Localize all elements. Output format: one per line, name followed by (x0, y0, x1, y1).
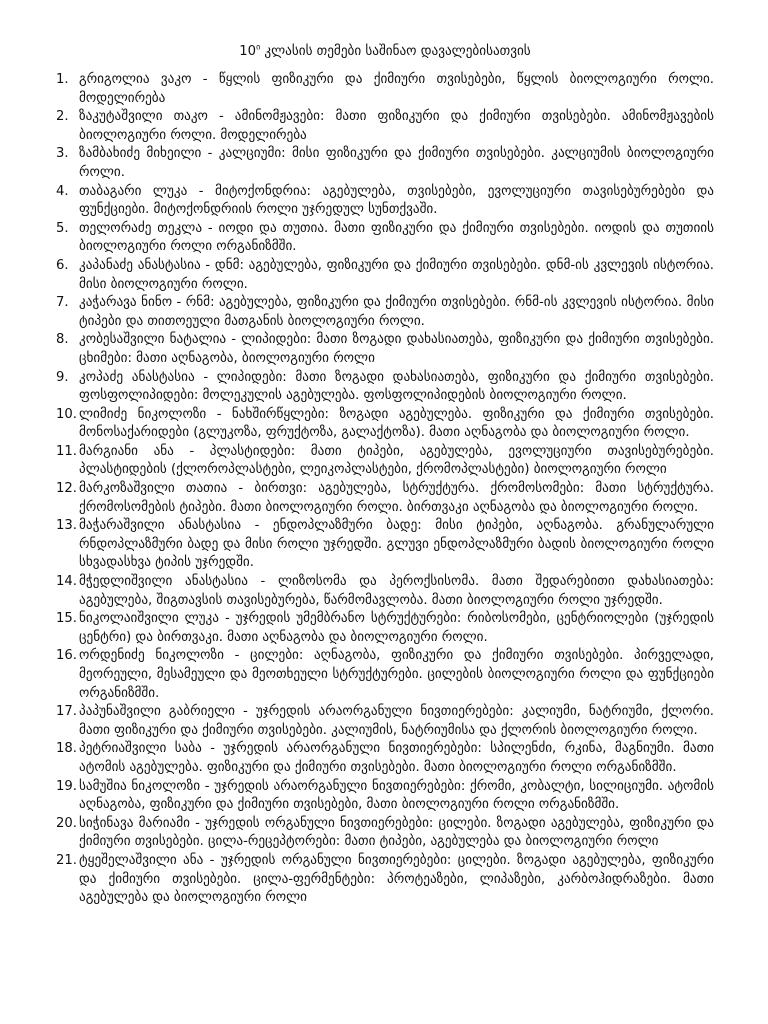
item-text: მაჭარაშვილი ანასტასია - ენდოპლაზმური ბადე: მისი ტიპები, აღნაგობა. გრანულარული რნდოპლაზმური ბადე და მისი როლი უჯრედში. გლუვი ენდოპლაზმური ბადის ბიოლოგიური როლი სხვადასხვა ტიპის უჯრედში. (79, 518, 714, 571)
item-number: 20. (56, 815, 77, 831)
item-text: თელორაძე თეკლა - იოდი და თუთია. მათი ფიზიკური და ქიმიური თვისებები. იოდის და თუთიის ბიოლოგიური როლი ორგანიზმში. (79, 220, 714, 255)
item-text: თაბაგარი ლუკა - მიტოქონდრია: აგებულება, თვისებები, ევოლუციური თავისებურებები და ფუნქციები. მიტოქონდრიის როლი უჯრედულ სუნთქვაში. (79, 183, 714, 218)
item-number: 5. (56, 220, 69, 236)
item-text: სამუშია ნიკოლოზი - უჯრედის არაორგანული ნივთიერებები: ქრომი, კობალტი, სილიციუმი. ატომის აღნაგობა, ფიზიკური და ქიმიური თვისებები, მათი ბიოლოგიური როლი ორგანიზმში. (79, 778, 714, 813)
list-item (56, 108, 714, 145)
list-item (56, 740, 714, 777)
topic-list (56, 71, 714, 908)
item-text: ზაკუტაშვილი თაკო - ამინომჟავები: მათი ფიზიკური და ქიმიური თვისებები. ამინომჟავების ბიოლოგიური როლი. მოდელირება (79, 109, 714, 143)
item-text: მჭედლიშვილი ანასტასია - ლიზოსომა და პეროქსისომა. მათი შედარებითი დახასიათება: აგებულება, შიგთავსის თავისებურება, წარმომავლობა. მათი ბიოლოგიური როლი უჯრედში. (79, 574, 714, 608)
list-item (56, 517, 714, 573)
item-text: ტყეშელაშვილი ანა - უჯრედის ორგანული ნივთიერებები: ცილები. ზოგადი აგებულება, ფიზიკური და ქიმიური თვისებები. ცილა-ფერმენტები: პროტეაზები, ლიპაზები, კარბოჰიდრაზები. მათი აგებულება და ბიოლოგიური როლი (79, 852, 714, 906)
list-item (56, 443, 714, 480)
item-text: ნიკოლაიშვილი ლუკა - უჯრედის უმემბრანო სტრუქტურები: რიბოსომები, ცენტრიოლები (უჯრედის ცენტრი) და ბირთვაკი. მათი აღნაგობა და ბიოლოგიური როლი. (79, 611, 714, 645)
list-item (56, 778, 714, 815)
item-number: 12. (56, 481, 77, 497)
item-number: 6. (56, 257, 69, 273)
item-number: 19. (56, 778, 77, 794)
item-number: 15. (56, 611, 77, 627)
list-item (56, 480, 714, 517)
title-text: კლასის თემები საშინაო დავალებისათვის (260, 44, 531, 59)
list-item (56, 257, 714, 294)
list-item (56, 71, 714, 108)
item-number: 3. (56, 146, 69, 162)
item-number: 10. (56, 406, 77, 422)
item-number: 4. (56, 183, 69, 199)
title-superscript: ი (256, 42, 261, 52)
item-text: მარკოზაშვილი თათია - ბირთვი: აგებულება, სტრუქტურა. ქრომოსომები: მათი სტრუქტურა. ქრომოსომების ტიპები. მათი ბიოლოგიური როლი. ბირთვაკი აღნაგობა და ბიოლოგიური როლი. (79, 481, 714, 515)
list-item (56, 815, 714, 852)
list-item (56, 703, 714, 740)
list-item (56, 610, 714, 647)
item-number: 21. (56, 852, 77, 868)
item-number: 8. (56, 332, 69, 348)
item-text: მარგიანი ანა - პლასტიდები: მათი ტიპები, აგებულება, ევოლუციური თავისებურებები. პლასტიდების (ქლოროპლასტები, ლეიკოპლასტები, ქრომოპლასტები) ბიოლოგიური როლი (79, 443, 714, 478)
list-item (56, 145, 714, 182)
list-item (56, 294, 714, 331)
item-text: ლიმიძე ნიკოლოზი - ნახშირწყლები: ზოგადი აგებულება. ფიზიკური და ქიმიური თვისებები. მონოსაქარიდები (გლუკოზა, ფრუქტოზა, გალაქტოზა). მათი აღნაგობა და ბიოლოგიური როლი. (79, 406, 714, 441)
item-text: კობესაშვილი ნატალია - ლიპიდები: მათი ზოგადი დახასიათება, ფიზიკური და ქიმიური თვისებები. ცხიმები: მათი აღნაგობა, ბიოლოგიური როლი (79, 332, 714, 366)
item-number: 14. (56, 574, 77, 590)
item-text: გრიგოლია ვაკო - წყლის ფიზიკური და ქიმიური თვისებები, წყლის ბიოლოგიური როლი. მოდელირება (79, 72, 714, 106)
item-number: 16. (56, 648, 77, 664)
item-text: კაპანაძე ანასტასია - დნმ: აგებულება, ფიზიკური და ქიმიური თვისებები. დნმ-ის კვლევის ისტორია. მისი ბიოლოგიური როლი. (79, 257, 714, 292)
item-number: 13. (56, 518, 77, 534)
item-number: 17. (56, 704, 77, 720)
item-number: 1. (56, 72, 69, 87)
list-item (56, 220, 714, 257)
item-text: პაპუნაშვილი გაბრიელი - უჯრედის არაორგანული ნივთიერებები: კალიუმი, ნატრიუმი, ქლორი. მათი ფიზიკური და ქიმიური თვისებები. კალიუმის, ნატრიუმისა და ქლორის ბიოლოგიური როლი. (79, 704, 714, 738)
document-title (56, 43, 714, 61)
item-number: 9. (56, 369, 69, 385)
item-number: 7. (56, 295, 69, 311)
item-text: პეტრიაშვილი საბა - უჯრედის არაორგანული ნივთიერებები: სპილენძი, რკინა, მაგნიუმი. მათი ატომის აგებულება. ფიზიკური და ქიმიური თვისებები. მათი ბიოლოგიური როლი ორგანიზმში. (79, 741, 714, 775)
item-text: ორდენიძე ნიკოლოზი - ცილები: აღნაგობა, ფიზიკური და ქიმიური თვისებები. პირველადი, მეორეული, მესამეული და მეოთხეული სტრუქტურები. ცილების ბიოლოგიური როლი და ფუნქციები ორგანიზმში. (79, 648, 714, 701)
title-number: 10 (239, 44, 257, 59)
list-item (56, 369, 714, 406)
list-item (56, 573, 714, 610)
item-text: ზამბახიძე მიხეილი - კალციუმი: მისი ფიზიკური და ქიმიური თვისებები. კალციუმის ბიოლოგიური როლი. (79, 146, 714, 180)
item-text: სიჭინავა მარიამი - უჯრედის ორგანული ნივთიერებები: ცილები. ზოგადი აგებულება, ფიზიკური და ქიმიური თვისებები. ცილა-რეცეპტორები: მათი ტიპები, აგებულება და ბიოლოგიური როლი (79, 815, 714, 850)
list-item (56, 406, 714, 443)
list-item (56, 647, 714, 703)
item-number: 2. (56, 109, 69, 125)
item-text: კოპაძე ანასტასია - ლიპიდები: მათი ზოგადი დახასიათება, ფიზიკური და ქიმიური თვისებები. ფოსფოლიპიდები: მოლეკულის აგებულება. ფოსფოლიპიდების ბიოლოგიური როლი. (79, 369, 714, 404)
list-item (56, 183, 714, 220)
item-number: 11. (56, 443, 77, 459)
list-item (56, 331, 714, 368)
list-item (56, 852, 714, 908)
item-text: კაჭარავა ნინო - რნმ: აგებულება, ფიზიკური და ქიმიური თვისებები. რნმ-ის კვლევის ისტორია. მისი ტიპები და თითოეული მათგანის ბიოლოგიური როლი. (79, 295, 714, 329)
item-number: 18. (56, 741, 77, 757)
